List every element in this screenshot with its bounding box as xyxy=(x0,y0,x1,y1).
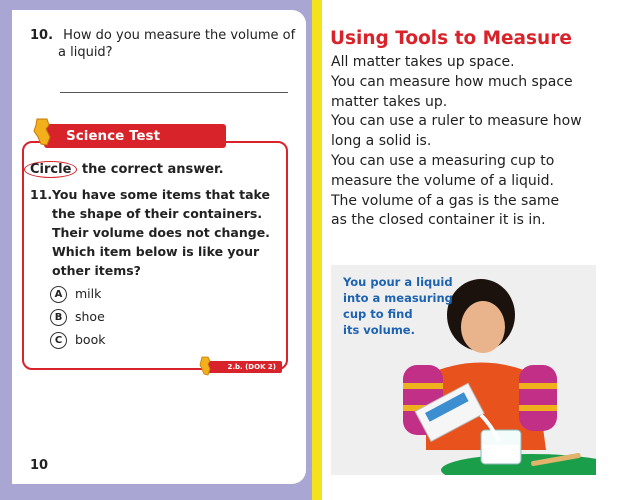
choice-a[interactable] xyxy=(50,285,101,303)
instruction xyxy=(30,161,224,178)
body-line: You can use a ruler to measure how xyxy=(331,113,582,130)
question-11-line: other items? xyxy=(52,263,141,278)
instruction-rest: the correct answer. xyxy=(81,162,224,177)
body-line: long a solid is. xyxy=(331,133,432,150)
question-10-number: 10. xyxy=(30,28,54,43)
choice-b-bubble[interactable]: B xyxy=(50,309,67,326)
choice-b-text: shoe xyxy=(75,309,105,324)
question-11-line: Which item below is like your xyxy=(52,244,260,259)
caption-line: its volume. xyxy=(343,323,415,337)
body-line: measure the volume of a liquid. xyxy=(331,172,554,189)
body-line: All matter takes up space. xyxy=(331,54,515,70)
body-line: matter takes up. xyxy=(331,93,448,110)
practice-banner: Science Test Practice xyxy=(44,124,226,148)
choice-b[interactable] xyxy=(50,308,105,326)
body-line: The volume of a gas is the same xyxy=(331,192,560,209)
question-11-line: Their volume does not change. xyxy=(52,225,270,240)
question-10-line-1: How do you measure the volume of xyxy=(63,28,296,43)
choice-a-bubble[interactable]: A xyxy=(50,286,67,303)
choice-c-text: book xyxy=(75,332,106,347)
question-11 xyxy=(30,185,280,280)
photo-caption xyxy=(343,274,468,338)
question-10 xyxy=(30,27,300,61)
section-title: Using Tools to Measure xyxy=(330,28,572,49)
choice-c-bubble[interactable]: C xyxy=(50,332,67,349)
caption-line: cup to find xyxy=(343,307,413,321)
caption-line: into a measuring xyxy=(343,291,453,305)
page-divider xyxy=(312,0,322,500)
choice-a-text: milk xyxy=(75,286,102,301)
choice-c[interactable] xyxy=(50,331,105,349)
caption-line: You pour a liquid xyxy=(343,275,453,289)
body-line: You can measure how much space xyxy=(331,73,573,90)
question-11-number: 11. xyxy=(30,187,53,202)
page-number: 10 xyxy=(30,458,49,473)
body-line: You can use a measuring cup to xyxy=(331,152,555,169)
answer-line[interactable] xyxy=(60,92,288,93)
question-11-line: the shape of their containers. xyxy=(52,206,263,221)
state-badge-icon xyxy=(31,117,53,147)
body-line: as the closed container it is in. xyxy=(331,212,546,229)
standard-tag: 2.b. (DOK 2) xyxy=(206,361,282,373)
question-11-line: You have some items that take xyxy=(52,187,270,202)
state-badge-small-icon xyxy=(198,356,212,376)
circle-word: Circle xyxy=(24,161,77,178)
question-10-line-2: a liquid? xyxy=(58,45,113,60)
body-text xyxy=(331,53,631,231)
